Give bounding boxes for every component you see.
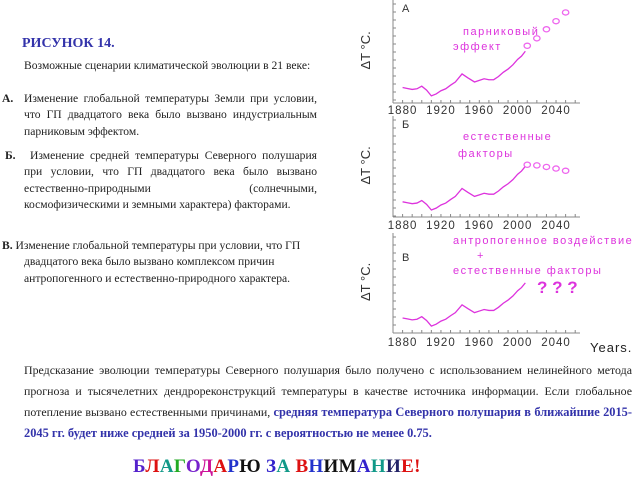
observed-series	[403, 166, 526, 210]
thanks-letter: И	[386, 456, 402, 477]
thanks-letter: Л	[145, 456, 160, 477]
forecast-point	[562, 168, 568, 173]
scenario-a-label: А.	[2, 92, 14, 105]
annotation: естественные	[463, 131, 553, 143]
thanks-letter: Р	[227, 456, 240, 477]
thanks-letter: Е	[401, 456, 415, 477]
x-tick-label: 2040	[541, 105, 571, 117]
thanks-letter: О	[185, 456, 200, 477]
forecast-point	[562, 10, 568, 15]
forecast-point	[553, 19, 559, 24]
x-tick-label: 1960	[464, 337, 495, 349]
forecast-point	[543, 164, 549, 169]
figure-title: РИСУНОК 14.	[22, 36, 115, 51]
x-tick-label: 1880	[387, 337, 418, 349]
thanks-letter: А	[356, 456, 371, 477]
thanks-letter: А	[276, 456, 291, 477]
thanks-letter: М	[338, 456, 357, 477]
thanks-letter: Н	[370, 456, 386, 477]
scenario-b-text: Изменение средней температуры Северного полушария при условии, что ГП двадцатого века было вызвано естественно-природными (солнечными, космофизическими и земными характера) факторами.	[24, 149, 317, 211]
scenario-b-label: Б.	[5, 149, 16, 162]
scenario-c-label: В.	[2, 239, 13, 252]
x-tick-label: 2040	[541, 220, 571, 232]
thanks-letter: Ю	[239, 456, 261, 477]
conclusion-body: Предсказание эволюции температуры Северного полушария было получено с использованием нелинейного метода прогноза и тысячелетних дендрореконструкций температуры в качестве источника информации. Если глобальное потепление вызвано естественными причинами,	[24, 363, 632, 419]
x-tick-label: 1920	[426, 337, 456, 349]
thanks-letter: Г	[173, 456, 186, 477]
annotation: антропогенное воздействие	[453, 235, 634, 247]
thanks-letter: Д	[199, 456, 214, 477]
x-tick-label: 2000	[502, 220, 533, 232]
y-axis-label: ΔT °C.	[358, 262, 373, 301]
thanks-heading	[133, 456, 421, 478]
scenario-c-text: Изменение глобальной температуры при условии, что ГП двадцатого века было вызвано комплексом причин антропогенного и естественно-природного характера.	[15, 239, 301, 285]
thanks-letter: А	[159, 456, 174, 477]
thanks-letter: З	[266, 456, 277, 477]
annotation: эффект	[453, 41, 502, 53]
conclusion-highlight: средняя температура Северного полушария в ближайшие 2015-2045 гг. будет ниже средней за 1950-2000 гг. с вероятностью не менее 0.75.	[24, 405, 633, 440]
x-axis-label: Years.	[590, 340, 633, 355]
thanks-letter: А	[213, 456, 228, 477]
scenario-c	[2, 238, 317, 287]
forecast-point	[543, 27, 549, 32]
forecast-point	[524, 43, 530, 48]
scenario-a-text: Изменение глобальной температуры Земли при условии, что ГП двадцатого века было вызвано индустриальным парниковым эффектом.	[24, 92, 317, 138]
x-tick-label: 2000	[502, 105, 533, 117]
annotation: естественные факторы	[453, 265, 603, 277]
forecast-point	[524, 162, 530, 167]
observed-series	[403, 51, 526, 96]
panel-label: В	[402, 252, 410, 264]
x-tick-label: 2000	[502, 337, 533, 349]
scenario-b	[5, 148, 317, 213]
x-tick-label: 1880	[387, 105, 418, 117]
x-tick-label: 1960	[464, 220, 495, 232]
forecast-point	[553, 166, 559, 171]
x-tick-label: 1920	[426, 220, 456, 232]
x-tick-label: 1880	[387, 220, 418, 232]
panel-label: Б	[402, 119, 410, 131]
intro-text: Возможные сценарии климатической эволюции в 21 веке:	[24, 59, 311, 72]
observed-series	[403, 283, 526, 326]
y-axis-label: ΔT °C.	[358, 146, 373, 185]
thanks-letter: !	[414, 456, 421, 477]
annotation: факторы	[458, 148, 514, 160]
y-axis-label: ΔT °C.	[358, 31, 373, 70]
thanks-letter: В	[295, 456, 309, 477]
panel-label: А	[402, 3, 410, 15]
forecast-point	[534, 163, 540, 168]
annotation: +	[477, 250, 485, 262]
charts-panel	[340, 0, 636, 360]
x-tick-label: 1960	[464, 105, 495, 117]
scenario-a	[2, 91, 317, 140]
thanks-letter: Н	[308, 456, 324, 477]
x-tick-label: 2040	[541, 337, 571, 349]
thanks-letter: Б	[133, 456, 146, 477]
conclusion-text	[24, 360, 632, 444]
unknown-marker: ? ? ?	[537, 278, 578, 297]
annotation: парниковый	[463, 26, 540, 38]
thanks-letter: И	[323, 456, 339, 477]
x-tick-label: 1920	[426, 105, 456, 117]
